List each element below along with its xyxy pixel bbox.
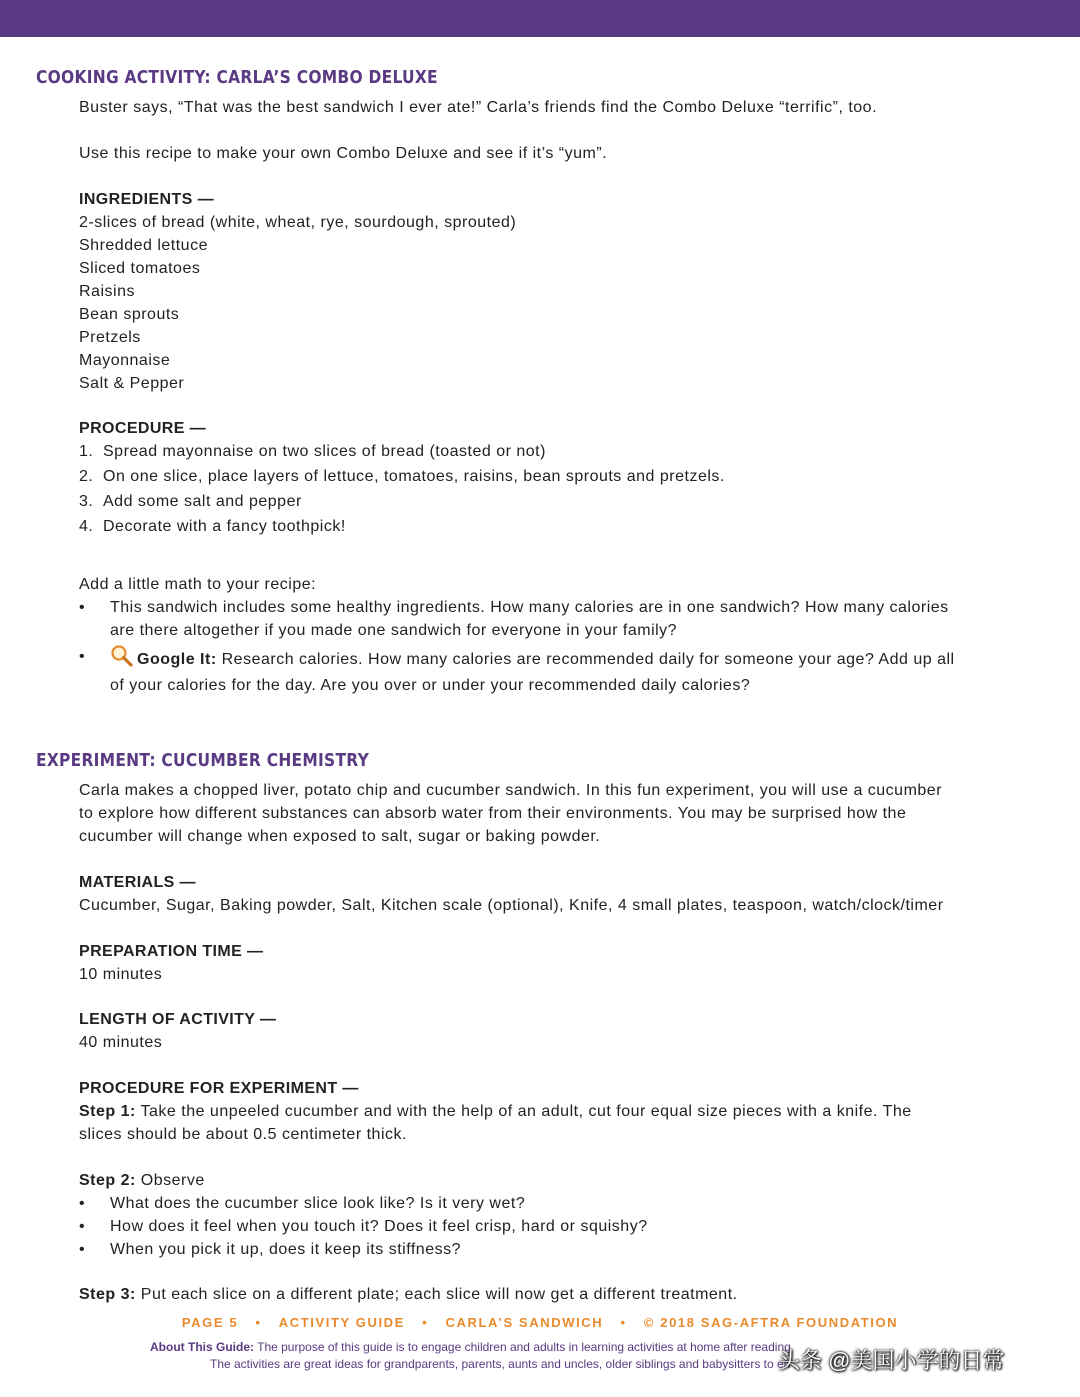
cooking-title: COOKING ACTIVITY: CARLA’S COMBO DELUXE	[36, 67, 438, 88]
footer-page: PAGE 5	[181, 1315, 239, 1330]
step-2-bullet: What does the cucumber slice look like? Is it very wet?	[110, 1195, 526, 1212]
step-1	[79, 1100, 959, 1146]
step-3-label: Step 3:	[79, 1286, 136, 1303]
footer-guide: ACTIVITY GUIDE	[278, 1315, 405, 1330]
footer-separator: •	[255, 1315, 262, 1330]
step-number: 3.	[79, 493, 94, 510]
magnifier-icon	[110, 645, 134, 674]
experiment-intro: Carla makes a chopped liver, potato chip and cucumber sandwich. In this fun experiment, you will use a cucumber to explore how different substances can absorb water from their environments. You may be surprised how the cucumber will change when exposed to salt, sugar or baking powder.	[79, 782, 943, 845]
step-2-bullet: When you pick it up, does it keep its stiffness?	[110, 1241, 461, 1258]
ingredient-item: Shredded lettuce	[79, 237, 208, 254]
step-3	[79, 1283, 738, 1306]
footer-line	[0, 1315, 1080, 1330]
step-text: On one slice, place layers of lettuce, tomatoes, raisins, bean sprouts and pretzels.	[103, 468, 725, 485]
procedure-step	[79, 490, 302, 513]
ingredient-item: Bean sprouts	[79, 306, 180, 323]
cooking-intro-1: Buster says, “That was the best sandwich I ever ate!” Carla’s friends find the Combo Deluxe “terrific”, too.	[79, 99, 878, 116]
step-text: Spread mayonnaise on two slices of bread (toasted or not)	[103, 443, 546, 460]
footer-separator: •	[620, 1315, 627, 1330]
bullet-icon: •	[79, 1195, 85, 1212]
bullet-icon: •	[79, 599, 85, 616]
step-2-bullet: How does it feel when you touch it? Does it feel crisp, hard or squishy?	[110, 1218, 648, 1235]
ingredient-item: Pretzels	[79, 329, 141, 346]
step-3-text: Put each slice on a different plate; each slice will now get a different treatment.	[140, 1286, 738, 1303]
step-1-label: Step 1:	[79, 1103, 136, 1120]
bullet-icon: •	[79, 1218, 85, 1235]
bullet-icon: •	[79, 648, 85, 665]
about-guide-line-1	[150, 1340, 791, 1354]
step-number: 2.	[79, 468, 94, 485]
header-bar	[0, 0, 1080, 37]
bullet-icon: •	[79, 1241, 85, 1258]
footer-separator: •	[422, 1315, 429, 1330]
step-2-label: Step 2:	[79, 1172, 136, 1189]
procedure-heading: PROCEDURE —	[79, 420, 207, 437]
step-text: Decorate with a fancy toothpick!	[103, 518, 346, 535]
procedure-step	[79, 465, 725, 488]
google-it-text: Research calories. How many calories are recommended daily for someone your age? Add up all of your calories for the day. Are you over or under your recommended daily calories?	[110, 651, 955, 694]
length-text: 40 minutes	[79, 1034, 163, 1051]
ingredients-heading: INGREDIENTS —	[79, 191, 214, 208]
about-guide-text-1: The purpose of this guide is to engage children and adults in learning activities at home after reading	[257, 1340, 791, 1354]
procedure-step	[79, 440, 546, 463]
step-1-text: Take the unpeeled cucumber and with the help of an adult, cut four equal size pieces with a knife. The slices should be about 0.5 centimeter thick.	[79, 1103, 912, 1143]
ingredient-item: Salt & Pepper	[79, 375, 185, 392]
length-heading: LENGTH OF ACTIVITY —	[79, 1011, 277, 1028]
step-number: 1.	[79, 443, 94, 460]
step-2	[79, 1169, 205, 1192]
step-number: 4.	[79, 518, 94, 535]
math-intro: Add a little math to your recipe:	[79, 576, 317, 593]
materials-text: Cucumber, Sugar, Baking powder, Salt, Kitchen scale (optional), Knife, 4 small plates, teaspoon, watch/clock/timer	[79, 897, 944, 914]
ingredient-item: 2-slices of bread (white, wheat, rye, sourdough, sprouted)	[79, 214, 517, 231]
math-bullet-1: This sandwich includes some healthy ingredients. How many calories are in one sandwich? How many calories are there altogether if you made one sandwich for everyone in your family?	[110, 599, 949, 639]
prep-time-text: 10 minutes	[79, 966, 163, 983]
step-text: Add some salt and pepper	[103, 493, 302, 510]
math-bullet-2	[110, 645, 960, 697]
experiment-title: EXPERIMENT: CUCUMBER CHEMISTRY	[36, 750, 370, 771]
procedure-step	[79, 515, 346, 538]
ingredient-item: Mayonnaise	[79, 352, 171, 369]
google-it-label: Google It:	[137, 651, 217, 668]
watermark: 头条 @美国小学的日常	[778, 1348, 1005, 1373]
materials-heading: MATERIALS —	[79, 874, 196, 891]
experiment-procedure-heading: PROCEDURE FOR EXPERIMENT —	[79, 1080, 359, 1097]
prep-time-heading: PREPARATION TIME —	[79, 943, 264, 960]
about-guide-line-2: The activities are great ideas for grandparents, parents, aunts and uncles, older siblings and babysitters to en	[210, 1357, 791, 1371]
footer-copyright: © 2018 SAG-AFTRA FOUNDATION	[643, 1315, 899, 1330]
cooking-intro-2: Use this recipe to make your own Combo Deluxe and see if it’s “yum”.	[79, 145, 608, 162]
ingredient-item: Sliced tomatoes	[79, 260, 201, 277]
step-2-text: Observe	[140, 1172, 205, 1189]
about-guide-label: About This Guide:	[150, 1340, 254, 1354]
ingredient-item: Raisins	[79, 283, 135, 300]
footer-book: CARLA’S SANDWICH	[445, 1315, 604, 1330]
